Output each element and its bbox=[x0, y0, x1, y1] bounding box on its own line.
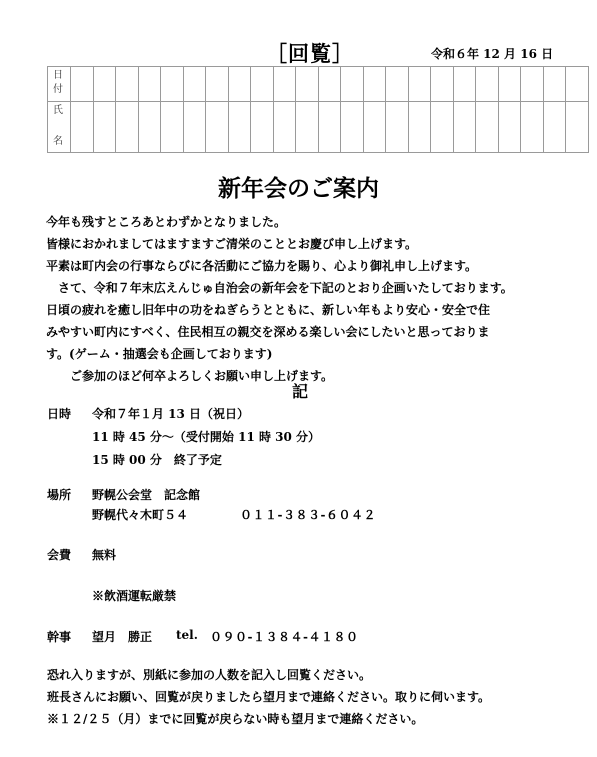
document-title: ［回覧］ bbox=[266, 41, 354, 66]
intro-line: さて、令和７年末広えんじゅ自治会の新年会を下記のとおり企画いたしております。 bbox=[46, 281, 513, 295]
label-char: 付 bbox=[53, 84, 63, 95]
place-label: 場所 bbox=[47, 488, 72, 502]
date-cell bbox=[521, 67, 544, 102]
event-end-time: 15 時 00 分 終了予定 bbox=[92, 453, 222, 467]
venue-name: 野幌公会堂 記念館 bbox=[92, 488, 201, 502]
name-cell bbox=[566, 102, 589, 153]
drink-driving-note: ※飲酒運転厳禁 bbox=[92, 589, 177, 603]
closing-line: ※１２/２５（月）までに回覧が戻らない時も望月まで連絡ください。 bbox=[47, 712, 424, 726]
name-cell bbox=[161, 102, 184, 153]
ki-heading: 記 bbox=[292, 382, 309, 401]
circulation-table bbox=[47, 66, 589, 153]
name-cell bbox=[228, 102, 251, 153]
date-cell bbox=[453, 67, 476, 102]
closing-line: 班長さんにお願い、回覧が戻りましたら望月まで連絡ください。取りに伺います。 bbox=[47, 690, 491, 704]
intro-line: 平素は町内会の行事ならびに各活動にご協力を賜り、心より御礼申し上げます。 bbox=[46, 259, 478, 273]
name-row-label bbox=[48, 102, 71, 153]
intro-line: みやすい町内にすべく、住民相互の親交を深める楽しい会にしたいと思っておりま bbox=[46, 325, 490, 339]
intro-line: ご参加のほど何卒よろしくお願い申し上げます。 bbox=[46, 369, 334, 383]
date-cell bbox=[543, 67, 566, 102]
tel-label: tel. bbox=[176, 628, 198, 642]
name-cell bbox=[296, 102, 319, 153]
name-cell bbox=[206, 102, 229, 153]
name-cell bbox=[386, 102, 409, 153]
name-cell bbox=[273, 102, 296, 153]
date-cell bbox=[318, 67, 341, 102]
date-cell bbox=[408, 67, 431, 102]
date-cell bbox=[273, 67, 296, 102]
date-cell bbox=[476, 67, 499, 102]
name-cell bbox=[363, 102, 386, 153]
date-cell bbox=[228, 67, 251, 102]
date-cell bbox=[116, 67, 139, 102]
event-start-time: 11 時 45 分～（受付開始 11 時 30 分） bbox=[92, 430, 321, 444]
venue-address: 野幌代々木町５４ bbox=[92, 508, 189, 522]
name-cell bbox=[71, 102, 94, 153]
name-cell bbox=[521, 102, 544, 153]
name-cell bbox=[341, 102, 364, 153]
date-cell bbox=[206, 67, 229, 102]
closing-line: 恐れ入りますが、別紙に参加の人数を記入し回覧ください。 bbox=[47, 668, 372, 682]
name-cell bbox=[318, 102, 341, 153]
event-date: 令和７年１月 13 日（祝日） bbox=[92, 407, 250, 421]
organizer-label: 幹事 bbox=[47, 630, 72, 644]
intro-text bbox=[46, 211, 513, 387]
organizer-name: 望月 勝正 bbox=[92, 630, 153, 644]
date-row-label bbox=[48, 67, 71, 102]
name-cell bbox=[93, 102, 116, 153]
label-char: 日 bbox=[53, 70, 63, 81]
organizer-phone: ０９０-１３８４-４１８０ bbox=[210, 630, 359, 644]
date-cell bbox=[341, 67, 364, 102]
name-cell bbox=[498, 102, 521, 153]
name-cell bbox=[116, 102, 139, 153]
label-char: 氏 bbox=[53, 105, 63, 116]
intro-line: す。(ゲーム・抽選会も企画しております) bbox=[46, 347, 273, 361]
date-cell bbox=[498, 67, 521, 102]
date-cell bbox=[363, 67, 386, 102]
name-cell bbox=[183, 102, 206, 153]
datetime-label: 日時 bbox=[47, 407, 72, 421]
date-cell bbox=[386, 67, 409, 102]
date-cell bbox=[296, 67, 319, 102]
notice-heading: 新年会のご案内 bbox=[218, 175, 379, 202]
name-cell bbox=[251, 102, 274, 153]
fee-value: 無料 bbox=[92, 548, 117, 562]
date-cell bbox=[183, 67, 206, 102]
name-cell bbox=[476, 102, 499, 153]
fee-label: 会費 bbox=[47, 548, 72, 562]
document-date: 令和６年 12 月 16 日 bbox=[431, 47, 554, 61]
intro-line: 皆様におかれましてはますますご清栄のこととお慶び申し上げます。 bbox=[46, 237, 418, 251]
date-cell bbox=[431, 67, 454, 102]
name-cell bbox=[543, 102, 566, 153]
intro-line: 日頃の疲れを癒し旧年中の功をねぎらうとともに、新しい年もより安心・安全で住 bbox=[46, 303, 491, 317]
date-cell bbox=[93, 67, 116, 102]
name-row bbox=[48, 102, 589, 153]
intro-line: 今年も残すところあとわずかとなりました。 bbox=[46, 215, 287, 229]
label-char: 名 bbox=[53, 136, 63, 147]
date-row bbox=[48, 67, 589, 102]
date-cell bbox=[251, 67, 274, 102]
date-cell bbox=[161, 67, 184, 102]
name-cell bbox=[408, 102, 431, 153]
name-cell bbox=[453, 102, 476, 153]
name-cell bbox=[431, 102, 454, 153]
name-cell bbox=[138, 102, 161, 153]
venue-phone: ０１１-３８３-６０４２ bbox=[240, 508, 376, 522]
date-cell bbox=[71, 67, 94, 102]
date-cell bbox=[138, 67, 161, 102]
date-cell bbox=[566, 67, 589, 102]
